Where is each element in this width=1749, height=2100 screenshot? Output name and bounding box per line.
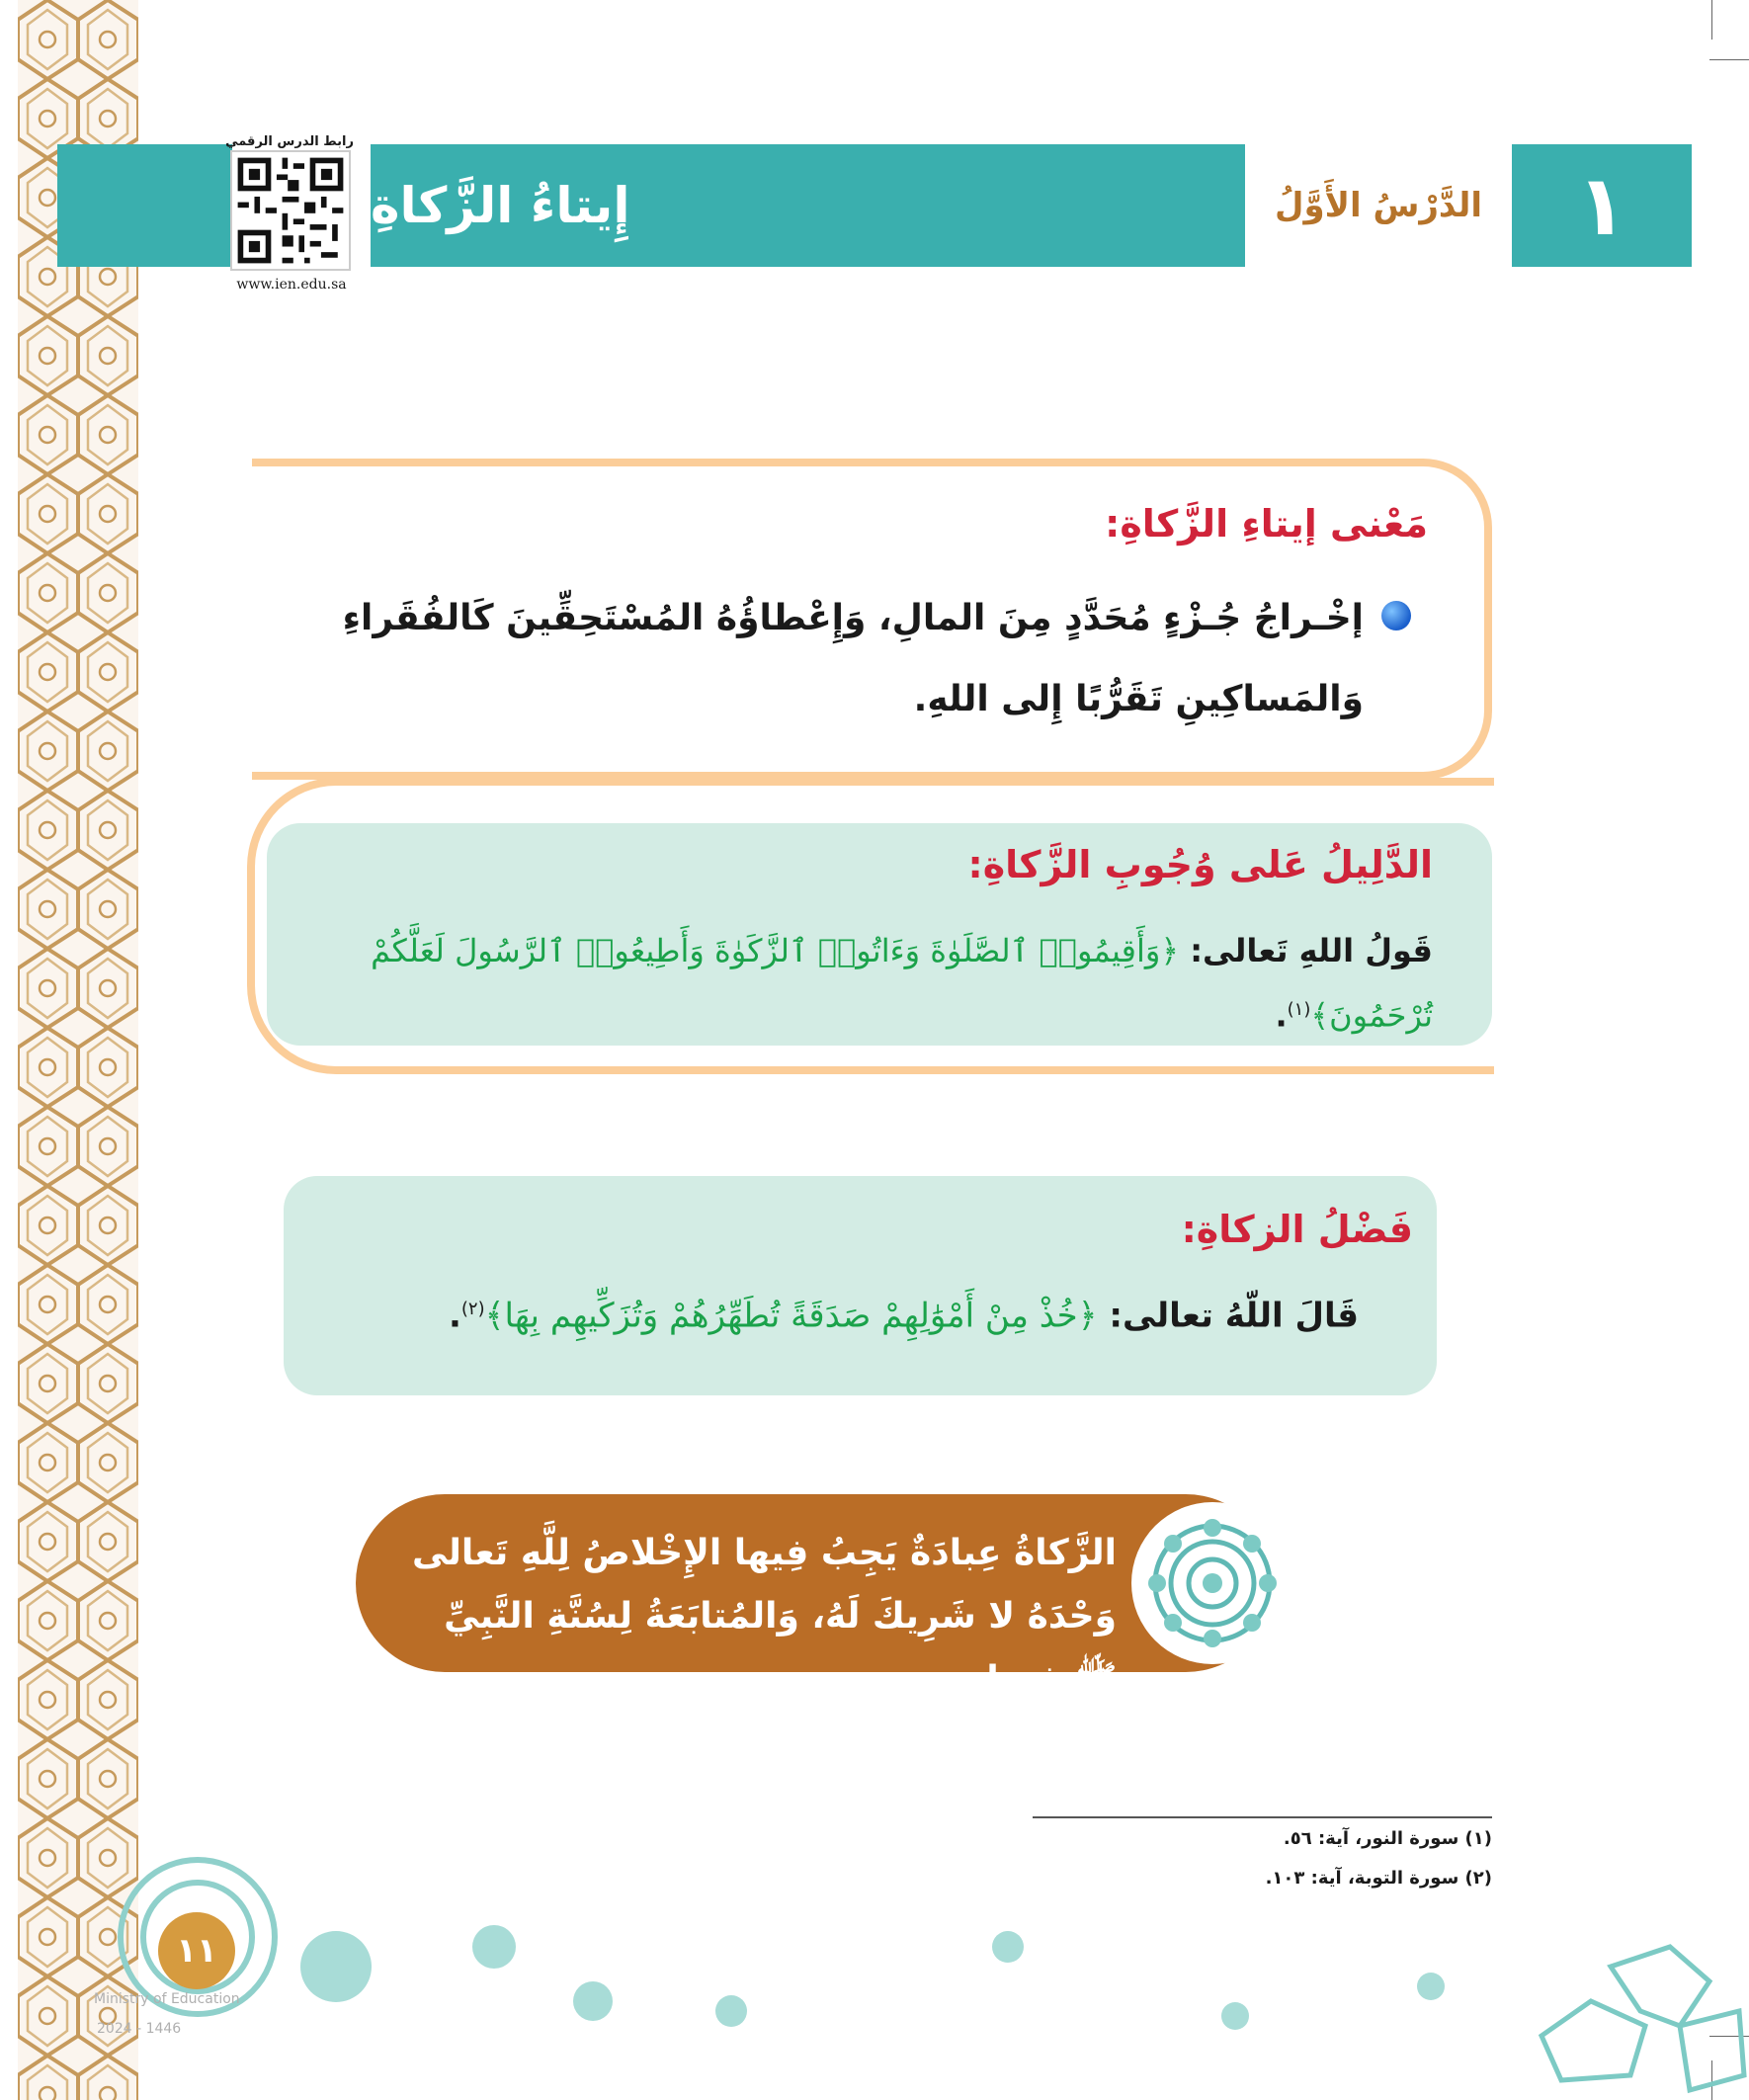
page-number: ١١ (176, 1931, 217, 1971)
evidence-verse: ﴿وَأَقِيمُوا۟ ٱلصَّلَوٰةَ وَءَاتُوا۟ ٱلزَّكَوٰةَ وَأَطِيعُوا۟ ٱلرَّسُولَ لَعَلَّكُمْ تُرْحَمُونَ﴾ (371, 932, 1433, 1035)
meaning-text: إخْـراجُ جُـزْءٍ مُحَدَّدٍ مِنَ المالِ، وَإِعْطاؤُهُ المُسْتَحِقِّينَ كَالفُقَراءِ وَالمَساكِينِ تَقَرُّبًا إِلى اللهِ. (342, 598, 1364, 719)
evidence-heading: الدَّلِيلُ عَلى وُجُوبِ الزَّكاةِ: (967, 843, 1433, 886)
edition-year: 2024 - 1446 (97, 2021, 182, 2037)
footnote-2: (٢) سورة التوبة، آية: ١٠٣. (1265, 1868, 1492, 1889)
qr-url[interactable]: www.ien.edu.sa (236, 277, 347, 293)
virtue-intro: قَالَ اللّهُ تعالى: (1097, 1296, 1359, 1336)
header-bar-left (57, 144, 232, 267)
crop-mark (1709, 59, 1749, 60)
crop-mark (1711, 0, 1712, 40)
rosette-icon (1143, 1514, 1282, 1652)
qr-code-icon[interactable] (230, 150, 351, 271)
footnote-divider (1033, 1816, 1492, 1818)
virtue-end: . (448, 1296, 461, 1336)
virtue-footnote-ref[interactable]: (٢) (460, 1299, 485, 1319)
lesson-title: إِيتاءُ الزَّكاةِ (371, 177, 630, 234)
virtue-text (316, 1280, 1359, 1345)
evidence-footnote-ref[interactable]: (١) (1287, 999, 1311, 1020)
ministry-logo-text: Ministry of Education (94, 1991, 240, 2007)
decorative-border-pattern (18, 0, 138, 2100)
bottom-decoration (0, 1838, 1749, 2100)
evidence-end: . (1275, 996, 1288, 1035)
footnote-1: (١) سورة النور، آية: ٥٦. (1283, 1828, 1492, 1849)
evidence-text (296, 921, 1433, 1046)
bullet-icon (1381, 601, 1411, 630)
evidence-intro: قَولُ اللهِ تَعالى: (1179, 932, 1433, 969)
meaning-heading: مَعْنى إيتاءِ الزَّكاةِ: (1105, 502, 1428, 546)
lesson-label: الدَّرْسُ الأَوَّلُ (1275, 186, 1482, 225)
note-text: الزَّكاةُ عِبادَةٌ يَجِبُ فِيها الإِخْلاصُ لِلَّهِ تَعالى وَحْدَهُ لا شَرِيكَ لَهُ، وَالمُتابَعَةُ لِسُنَّةِ النَّبِيِّ ﷺ فِيها. (411, 1533, 1117, 1700)
virtue-heading: فَضْلُ الزكاةِ: (1181, 1208, 1413, 1251)
qr-label: رابط الدرس الرقمي (225, 134, 354, 149)
virtue-verse: ﴿خُذْ مِنْ أَمْوَٰلِهِمْ صَدَقَةً تُطَهِّرُهُمْ وَتُزَكِّيهِم بِهَا﴾ (484, 1296, 1098, 1336)
meaning-frame-top (252, 459, 311, 466)
lesson-number: ١ (1576, 157, 1627, 254)
